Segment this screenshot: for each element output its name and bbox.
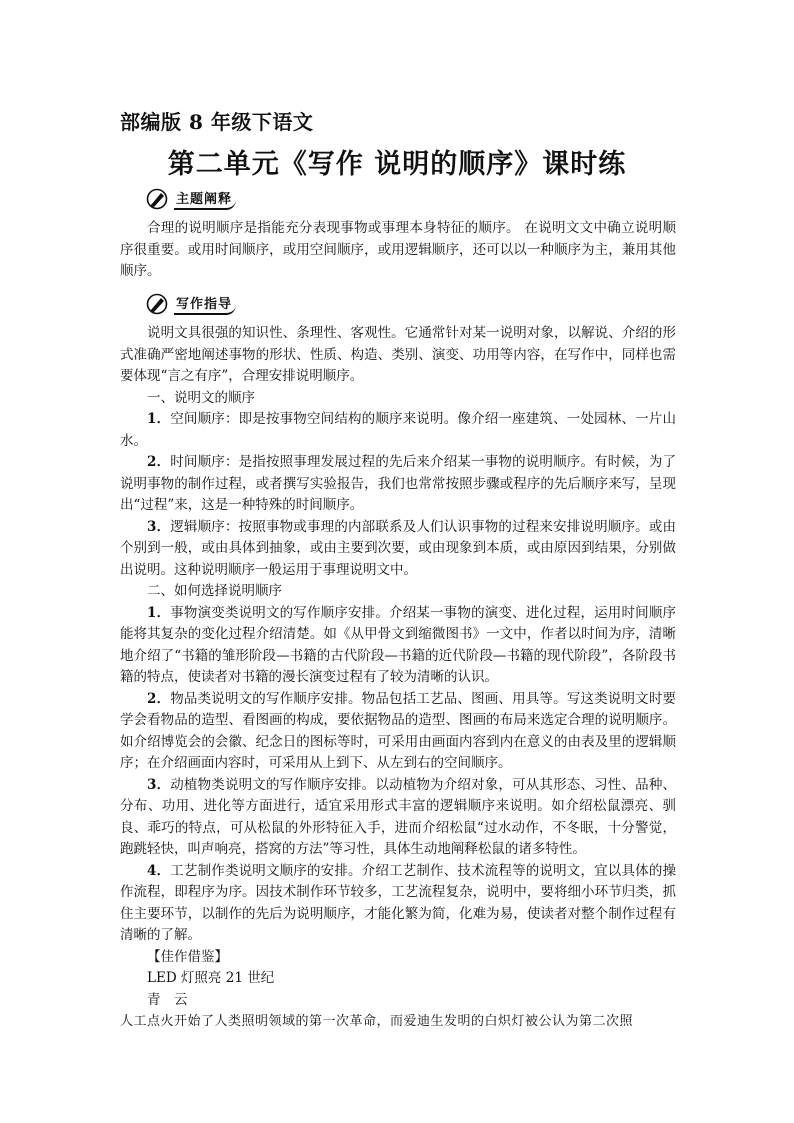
pencil-slash-icon — [146, 188, 168, 210]
section-badge-guide — [146, 292, 236, 316]
part2-heading: 二、如何选择说明顺序 — [147, 583, 282, 599]
example-heading: 【佳作借鉴】 — [147, 948, 228, 965]
example-first-line: 人工点火开始了人类照明领域的第一次革命，而爱迪生发明的白炽灯被公认为第二次照 — [120, 1014, 634, 1029]
part1-item-2: 2．时间顺序：是指按照事理发展过程的先后来介绍某一事物的说明顺序。有时候，为了说明事物的制作过程，或者撰写实验报告，我们也常常按照步骤或程序的先后顺序来写，呈现出“过程”来，这是一种特殊的时间顺序。 — [120, 454, 676, 513]
part1-item-1: 1．空间顺序：即是按事物空间结构的顺序来说明。像介绍一座建筑、一处园林、一片山水。 — [120, 411, 676, 449]
part1-heading: 一、说明文的顺序 — [147, 389, 255, 406]
part1-item-3: 3．逻辑顺序：按照事物或事理的内部联系及人们认识事物的过程来安排说明顺序。或由个别到一般，或由具体到抽象，或由主要到次要，或由现象到本质，或由原因到结果，分别做出说明。这种说明顺序一般运用于事理说明文中。 — [120, 518, 676, 578]
example-essay-title: LED 灯照亮 21 世纪 — [147, 970, 275, 986]
section-label-theme: 主题阐释 — [174, 188, 236, 210]
page-title: 第二单元《写作 说明的顺序》课时练 — [167, 149, 627, 180]
theme-paragraph: 合理的说明顺序是指能充分表现事物或事理本身特征的顺序。 在说明文文中确立说明顺序很重要。或用时间顺序，或用空间顺序，或用逻辑顺序，还可以以一种顺序为主，兼用其他顺序。 — [120, 220, 676, 279]
part2-item-1: 1．事物演变类说明文的写作顺序安排。介绍某一事物的演变、进化过程，运用时间顺序能将其复杂的变化过程介绍清楚。如《从甲骨文到缩微图书》一文中，作者以时间为序，清晰地介绍了“书籍的雏形阶段—书籍的古代阶段—书籍的近代阶段—书籍的现代阶段”，各阶段书籍的特点，使读者对书籍的漫长演变过程有了较为清晰的认识。 — [120, 604, 676, 685]
guide-intro: 说明文具很强的知识性、条理性、客观性。它通常针对某一说明对象，以解说、介绍的形式准确严密地阐述事物的形状、性质、构造、类别、演变、功用等内容，在写作中，同样也需要体现“言之有序”，合理安排说明顺序。 — [120, 325, 676, 384]
guide-text-block — [120, 323, 676, 1033]
pencil-slash-icon — [146, 293, 168, 315]
part2-item-2: 2．物品类说明文的写作顺序安排。物品包括工艺品、图画、用具等。写这类说明文时要学会看物品的造型、看图画的构成，要依据物品的造型、图画的布局来选定合理的说明顺序。如介绍博览会的会徽、纪念日的图标等时，可采用由画面内容到内在意义的由表及里的逻辑顺序；在介绍画面内容时，可采用从上到下、从左到右的空间顺序。 — [120, 690, 676, 771]
theme-text-block — [120, 218, 676, 283]
part2-item-4: 4．工艺制作类说明文顺序的安排。介绍工艺制作、技术流程等的说明文，宜以具体的操作流程，即程序为序。因技术制作环节较多，工艺流程复杂，说明中，要将细小环节归类，抓住主要环节，以制作的先后为说明顺序，才能化繁为简，化难为易，使读者对整个制作过程有清晰的了解。 — [120, 862, 676, 943]
part2-item-3: 3．动植物类说明文的写作顺序安排。以动植物为介绍对象，可从其形态、习性、品种、分布、功用、进化等方面进行，适宜采用形式丰富的逻辑顺序来说明。如介绍松鼠漂亮、驯良、乖巧的特点，可从松鼠的外形特征入手，进而介绍松鼠“过水动作，不冬眠，十分警觉，跑跳轻快，叫声响亮，搭窝的方法”等习性，具体生动地阐释松鼠的诸多特性。 — [120, 776, 676, 857]
section-badge-theme — [146, 187, 236, 211]
grade-subject-line: 部编版 8 年级下语文 — [120, 110, 314, 134]
section-label-guide: 写作指导 — [174, 293, 236, 315]
example-author: 青 云 — [147, 991, 188, 1008]
